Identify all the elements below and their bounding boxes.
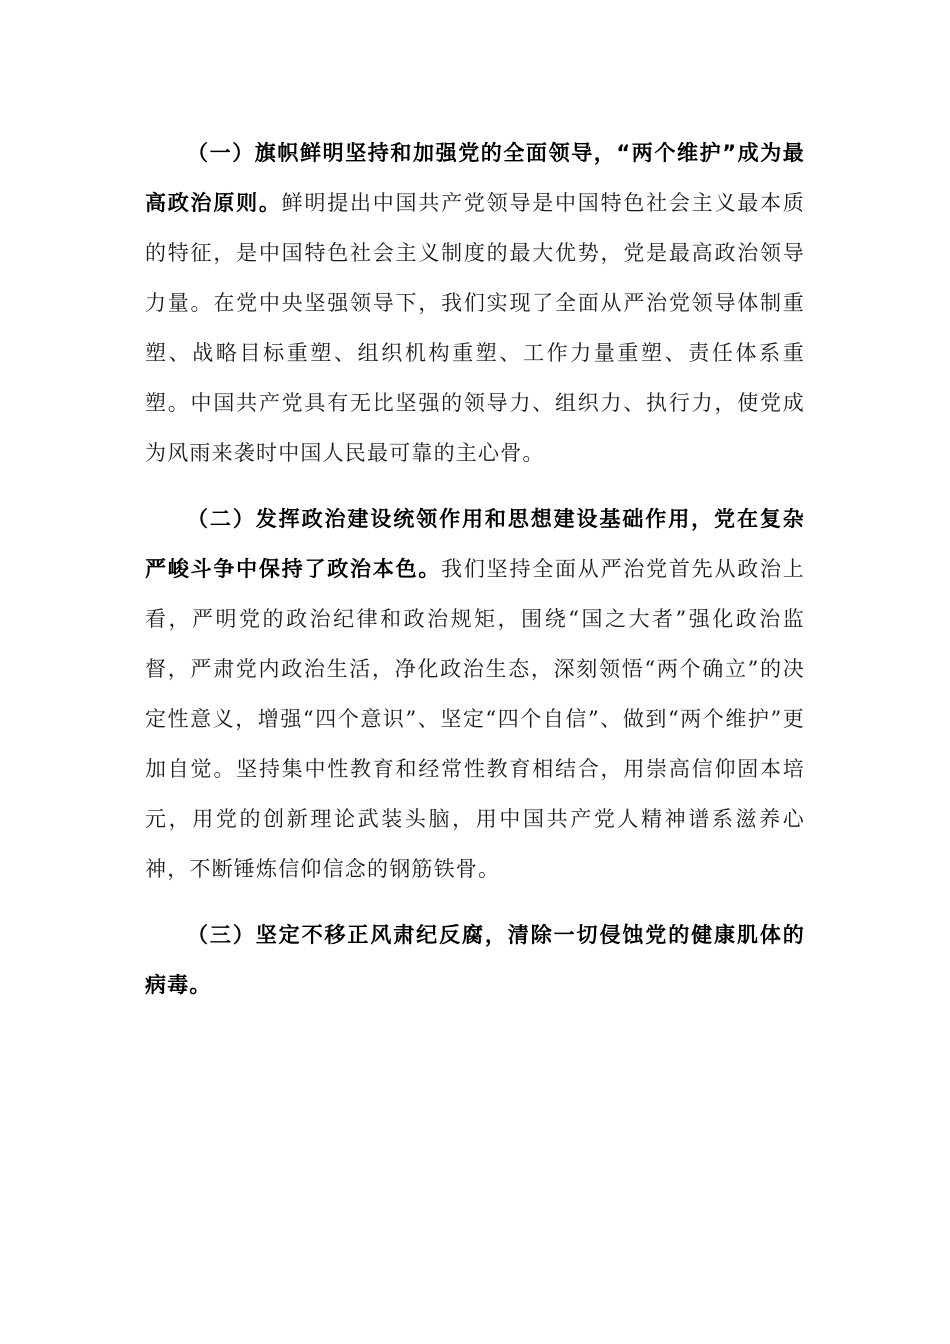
document-body	[145, 128, 805, 1026]
paragraph-2-text: 我们坚持全面从严治党首先从政治上看，严明党的政治纪律和政治规矩，围绕“国之大者”强化政治监督，严肃党内政治生活，净化政治生态，深刻领悟“两个确立”的决定性意义，增强“四个意识”、坚定“四个自信”、做到“两个维护”更加自觉。坚持集中性教育和经常性教育相结合，用崇高信仰固本培元，用党的创新理论武装头脑，用中国共产党人精神谱系滋养心神，不断锤炼信仰信念的钢筋铁骨。	[145, 557, 805, 881]
paragraph-1-text: 鲜明提出中国共产党领导是中国特色社会主义最本质的特征，是中国特色社会主义制度的最大优势，党是最高政治领导力量。在党中央坚强领导下，我们实现了全面从严治党领导体制重塑、战略目标重塑、组织机构重塑、工作力量重塑、责任体系重塑。中国共产党具有无比坚强的领导力、组织力、执行力，使党成为风雨来袭时中国人民最可靠的主心骨。	[145, 191, 805, 465]
paragraph-1	[145, 128, 805, 478]
paragraph-2	[145, 494, 805, 894]
paragraph-3	[145, 910, 805, 1010]
paragraph-1-heading: （一）旗帜鲜明坚持和加强党的全面领导，“两个维护”成为最高政治原则。	[145, 141, 805, 215]
paragraph-2-heading: （二）发挥政治建设统领作用和思想建设基础作用，党在复杂严峻斗争中保持了政治本色。	[145, 507, 805, 581]
paragraph-3-heading: （三）坚定不移正风肃纪反腐，清除一切侵蚀党的健康肌体的病毒。	[145, 923, 805, 997]
